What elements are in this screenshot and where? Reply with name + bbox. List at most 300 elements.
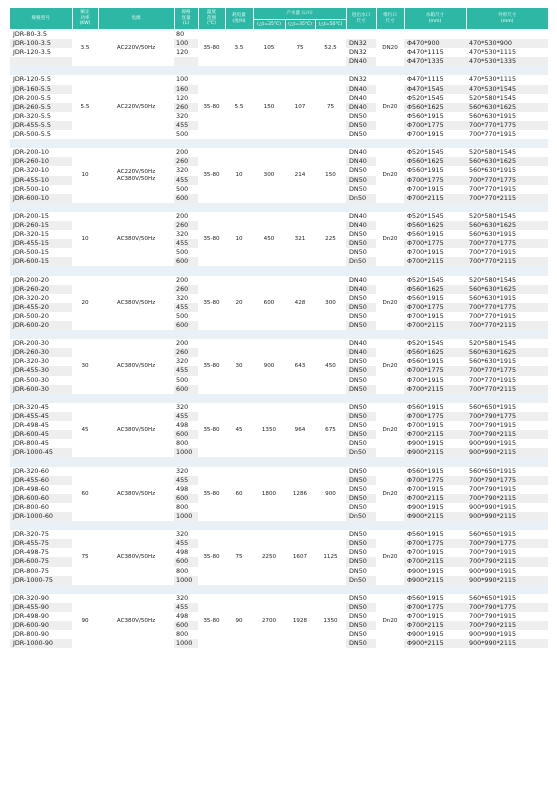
power-cell: 90 (72, 594, 98, 649)
model-cell: JDR-455-45 (10, 412, 72, 421)
outer-size-cell: 470*530*1115 (466, 75, 548, 84)
output-50-cell: 675 (315, 403, 346, 458)
drain-cell: Dn20 (376, 212, 404, 267)
tank-size-cell: Φ560*1915 (404, 112, 466, 121)
model-cell: JDR-500-20 (10, 312, 72, 321)
inlet-cell: DN50 (346, 539, 376, 548)
inlet-cell: DN50 (346, 530, 376, 539)
capacity-cell: 498 (174, 548, 198, 557)
output-35-cell: 1607 (285, 530, 315, 585)
capacity-cell: 600 (174, 430, 198, 439)
model-cell: JDR-800-90 (10, 630, 72, 639)
capacity-cell: 200 (174, 148, 198, 157)
model-cell: JDR-200-30 (10, 339, 72, 348)
model-cell: JDR-600-60 (10, 494, 72, 503)
model-cell: JDR-320-90 (10, 594, 72, 603)
capacity-cell: 200 (174, 212, 198, 221)
tank-size-cell: Φ520*1545 (404, 276, 466, 285)
tank-size-cell: Φ560*1915 (404, 357, 466, 366)
inlet-cell: DN40 (346, 157, 376, 166)
consumption-cell: 45 (225, 403, 253, 458)
output-25-cell: 150 (253, 75, 285, 139)
table-row (10, 467, 548, 476)
tank-size-cell: Φ700*1775 (404, 121, 466, 130)
model-cell: JDR-1000-60 (10, 512, 72, 521)
tank-size-cell: Φ700*1775 (404, 366, 466, 375)
temp-cell: 35-80 (198, 467, 225, 522)
output-25-cell: 2250 (253, 530, 285, 585)
tank-size-cell: Φ560*1915 (404, 230, 466, 239)
table-row (10, 530, 548, 539)
tank-size-cell: Φ700*2115 (404, 430, 466, 439)
capacity-cell: 1000 (174, 512, 198, 521)
inlet-cell: DN50 (346, 476, 376, 485)
outer-size-cell: 700*790*2115 (466, 557, 548, 566)
tank-size-cell: Φ700*2115 (404, 321, 466, 330)
drain-cell: Dn20 (376, 339, 404, 394)
table-row (10, 30, 548, 40)
outer-size-cell: 560*630*1625 (466, 221, 548, 230)
inlet-cell: DN40 (346, 276, 376, 285)
inlet-cell: Dn50 (346, 448, 376, 457)
drain-cell: Dn20 (376, 148, 404, 203)
outer-size-cell: 560*630*1915 (466, 294, 548, 303)
inlet-cell: DN50 (346, 639, 376, 648)
inlet-cell: DN50 (346, 239, 376, 248)
inlet-cell: DN50 (346, 439, 376, 448)
capacity-cell: 600 (174, 385, 198, 394)
header-inlet: 进出水口 尺寸 (346, 8, 376, 30)
supply-cell: AC380V/50Hz (98, 530, 174, 585)
table-body (10, 30, 548, 649)
output-50-cell: 1125 (315, 530, 346, 585)
output-35-cell: 107 (285, 75, 315, 139)
capacity-cell: 455 (174, 239, 198, 248)
tank-size-cell: Φ900*1915 (404, 567, 466, 576)
separator-cell (10, 266, 548, 275)
tank-size-cell: Φ700*1915 (404, 376, 466, 385)
header-output-label: 产水量 (286, 10, 301, 16)
spec-table (10, 8, 548, 648)
output-50-cell: 300 (315, 276, 346, 331)
power-cell: 60 (72, 467, 98, 522)
supply-cell: AC380V/50Hz (98, 339, 174, 394)
outer-size-cell: 560*650*1915 (466, 467, 548, 476)
outer-size-cell: 900*990*2115 (466, 639, 548, 648)
temp-cell: 35-80 (198, 276, 225, 331)
inlet-cell: DN50 (346, 185, 376, 194)
capacity-cell: 200 (174, 339, 198, 348)
tank-size-cell: Φ560*1915 (404, 166, 466, 175)
model-cell: JDR-600-45 (10, 430, 72, 439)
tank-size-cell: Φ900*2115 (404, 576, 466, 585)
output-35-cell: 964 (285, 403, 315, 458)
capacity-cell: 260 (174, 285, 198, 294)
inlet-cell: DN50 (346, 467, 376, 476)
inlet-cell: DN32 (346, 75, 376, 84)
drain-cell: DN20 (376, 30, 404, 67)
inlet-cell: DN50 (346, 130, 376, 139)
model-cell: JDR-500-30 (10, 376, 72, 385)
output-25-cell: 1350 (253, 403, 285, 458)
output-35-cell: 1928 (285, 594, 315, 649)
temp-cell: 35-80 (198, 75, 225, 139)
tank-size-cell: Φ470*1545 (404, 85, 466, 94)
header-out-50: (△t=50℃) (315, 20, 346, 30)
table-row (10, 403, 548, 412)
inlet-cell: DN40 (346, 85, 376, 94)
tank-size-cell: Φ700*1915 (404, 612, 466, 621)
model-cell: JDR-320-15 (10, 230, 72, 239)
consumption-cell: 20 (225, 276, 253, 331)
model-cell: JDR-455-5.5 (10, 121, 72, 130)
power-cell: 45 (72, 403, 98, 458)
outer-size-cell: 470*530*900 (466, 39, 548, 48)
model-cell: JDR-260-5.5 (10, 103, 72, 112)
drain-cell: Dn20 (376, 467, 404, 522)
tank-size-cell: Φ560*1915 (404, 594, 466, 603)
group-separator (10, 66, 548, 75)
outer-size-cell: 560*630*1625 (466, 157, 548, 166)
tank-size-cell: Φ700*1915 (404, 421, 466, 430)
outer-size-cell: 900*990*1915 (466, 630, 548, 639)
model-cell: JDR-800-45 (10, 439, 72, 448)
inlet-cell: DN40 (346, 94, 376, 103)
supply-cell: AC380V/50Hz (98, 594, 174, 649)
inlet-cell: DN50 (346, 366, 376, 375)
model-cell: JDR-455-15 (10, 239, 72, 248)
inlet-cell: DN40 (346, 57, 376, 66)
consumption-cell: 10 (225, 212, 253, 267)
drain-cell: Dn20 (376, 276, 404, 331)
outer-size-cell: 700*790*2115 (466, 621, 548, 630)
tank-size-cell: Φ700*1775 (404, 176, 466, 185)
capacity-cell: 120 (174, 94, 198, 103)
tank-size-cell: Φ700*1775 (404, 412, 466, 421)
consumption-cell: 90 (225, 594, 253, 649)
outer-size-cell: 700*790*1915 (466, 548, 548, 557)
output-35-cell: 643 (285, 339, 315, 394)
power-cell: 10 (72, 148, 98, 203)
capacity-cell: 1000 (174, 576, 198, 585)
inlet-cell: DN50 (346, 403, 376, 412)
inlet-cell: DN50 (346, 557, 376, 566)
outer-size-cell: 700*770*2115 (466, 321, 548, 330)
capacity-cell: 600 (174, 557, 198, 566)
inlet-cell: DN50 (346, 594, 376, 603)
outer-size-cell: 470*530*1545 (466, 85, 548, 94)
inlet-cell: Dn50 (346, 194, 376, 203)
output-50-cell: 225 (315, 212, 346, 267)
capacity-cell: 320 (174, 594, 198, 603)
tank-size-cell: Φ900*1915 (404, 503, 466, 512)
outer-size-cell: 520*580*1545 (466, 94, 548, 103)
power-cell: 30 (72, 339, 98, 394)
inlet-cell: DN32 (346, 39, 376, 48)
output-25-cell: 105 (253, 30, 285, 67)
inlet-cell: DN32 (346, 48, 376, 57)
tank-size-cell: Φ520*1545 (404, 148, 466, 157)
tank-size-cell: Φ560*1625 (404, 221, 466, 230)
outer-size-cell: 560*630*1915 (466, 112, 548, 121)
tank-size-cell: Φ700*2115 (404, 194, 466, 203)
capacity-cell: 600 (174, 621, 198, 630)
temp-cell: 35-80 (198, 530, 225, 585)
capacity-cell: 600 (174, 494, 198, 503)
supply-cell: AC380V/50Hz (98, 276, 174, 331)
model-cell: JDR-260-15 (10, 221, 72, 230)
model-cell: JDR-455-60 (10, 476, 72, 485)
output-25-cell: 1800 (253, 467, 285, 522)
tank-size-cell: Φ700*2115 (404, 621, 466, 630)
table-row (10, 212, 548, 221)
outer-size-cell: 700*790*1915 (466, 421, 548, 430)
outer-size-cell: 700*770*1775 (466, 366, 548, 375)
outer-size-cell: 700*770*2115 (466, 257, 548, 266)
supply-cell: AC220V/50Hz (98, 75, 174, 139)
outer-size-cell: 700*790*1775 (466, 412, 548, 421)
capacity-cell: 160 (174, 85, 198, 94)
header-supply: 电源 (98, 8, 174, 30)
outer-size-cell: 700*770*1915 (466, 130, 548, 139)
inlet-cell: DN50 (346, 567, 376, 576)
outer-size-cell: 700*790*1775 (466, 476, 548, 485)
outer-size-cell: 700*770*1915 (466, 185, 548, 194)
power-cell: 20 (72, 276, 98, 331)
model-cell: JDR-498-60 (10, 485, 72, 494)
tank-size-cell: Φ470*1335 (404, 57, 466, 66)
separator-cell (10, 330, 548, 339)
output-35-cell: 321 (285, 212, 315, 267)
model-cell: JDR-120-3.5 (10, 48, 72, 57)
outer-size-cell: 700*770*1915 (466, 248, 548, 257)
tank-size-cell: Φ560*1915 (404, 467, 466, 476)
group-separator (10, 457, 548, 466)
model-cell: JDR-498-45 (10, 421, 72, 430)
inlet-cell: DN50 (346, 612, 376, 621)
capacity-cell: 500 (174, 312, 198, 321)
outer-size-cell: 560*630*1915 (466, 357, 548, 366)
outer-size-cell: 900*990*1915 (466, 439, 548, 448)
outer-size-cell: 700*770*1775 (466, 121, 548, 130)
capacity-cell: 320 (174, 467, 198, 476)
outer-size-cell: 560*630*1915 (466, 166, 548, 175)
capacity-cell: 455 (174, 366, 198, 375)
model-cell: JDR-120-5.5 (10, 75, 72, 84)
temp-cell: 35-80 (198, 30, 225, 67)
outer-size-cell: 700*770*1915 (466, 312, 548, 321)
capacity-cell: 80 (174, 30, 198, 40)
capacity-cell: 800 (174, 567, 198, 576)
header-power: 额定 功率 (KW) (72, 8, 98, 30)
capacity-cell: 500 (174, 185, 198, 194)
tank-size-cell: Φ700*2115 (404, 494, 466, 503)
capacity-cell: 600 (174, 257, 198, 266)
output-50-cell: 1350 (315, 594, 346, 649)
group-separator (10, 394, 548, 403)
capacity-cell: 320 (174, 403, 198, 412)
model-cell: JDR-1000-90 (10, 639, 72, 648)
model-cell: JDR-800-60 (10, 503, 72, 512)
temp-cell: 35-80 (198, 339, 225, 394)
tank-size-cell: Φ700*1915 (404, 248, 466, 257)
separator-cell (10, 521, 548, 530)
tank-size-cell: Φ560*1625 (404, 157, 466, 166)
group-separator (10, 585, 548, 594)
model-cell: JDR-200-10 (10, 148, 72, 157)
model-cell: JDR-498-75 (10, 548, 72, 557)
model-cell: JDR-500-5.5 (10, 130, 72, 139)
header-temp: 温度 范围 (℃) (198, 8, 225, 30)
model-cell: JDR-260-20 (10, 285, 72, 294)
table-row (10, 148, 548, 157)
inlet-cell: DN40 (346, 212, 376, 221)
model-cell (10, 57, 72, 66)
separator-cell (10, 66, 548, 75)
inlet-cell: DN50 (346, 357, 376, 366)
capacity-cell: 1000 (174, 448, 198, 457)
output-50-cell: 150 (315, 148, 346, 203)
tank-size-cell: Φ560*1915 (404, 403, 466, 412)
outer-size-cell: 700*790*1775 (466, 539, 548, 548)
capacity-cell: 500 (174, 130, 198, 139)
header-output-group (253, 8, 346, 20)
capacity-cell: 100 (174, 75, 198, 84)
supply-cell: AC220V/50Hz (98, 30, 174, 67)
output-50-cell: 450 (315, 339, 346, 394)
inlet-cell: DN50 (346, 412, 376, 421)
outer-size-cell: 700*770*1775 (466, 239, 548, 248)
inlet-cell: DN50 (346, 112, 376, 121)
tank-size-cell: Φ700*1775 (404, 476, 466, 485)
tank-size-cell (404, 30, 466, 40)
supply-cell: AC380V/50Hz (98, 403, 174, 458)
tank-size-cell: Φ520*1545 (404, 94, 466, 103)
capacity-cell: 500 (174, 376, 198, 385)
capacity-cell: 498 (174, 612, 198, 621)
capacity-cell: 455 (174, 176, 198, 185)
capacity-cell: 100 (174, 39, 198, 48)
inlet-cell: DN50 (346, 303, 376, 312)
outer-size-cell: 520*580*1545 (466, 148, 548, 157)
model-cell: JDR-1000-45 (10, 448, 72, 457)
model-cell: JDR-1000-75 (10, 576, 72, 585)
capacity-cell: 320 (174, 230, 198, 239)
inlet-cell: Dn50 (346, 512, 376, 521)
capacity-cell: 320 (174, 357, 198, 366)
outer-size-cell: 560*650*1915 (466, 530, 548, 539)
header-capacity: 规格 容量 (L) (174, 8, 198, 30)
outer-size-cell: 470*530*1335 (466, 57, 548, 66)
tank-size-cell: Φ700*1775 (404, 603, 466, 612)
tank-size-cell: Φ560*1625 (404, 285, 466, 294)
output-50-cell: 900 (315, 467, 346, 522)
supply-cell: AC220V/50Hz AC380V/50Hz (98, 148, 174, 203)
capacity-cell: 320 (174, 530, 198, 539)
capacity-cell: 455 (174, 121, 198, 130)
model-cell: JDR-320-75 (10, 530, 72, 539)
outer-size-cell: 520*580*1545 (466, 212, 548, 221)
tank-size-cell: Φ700*1915 (404, 185, 466, 194)
tank-size-cell: Φ700*1775 (404, 539, 466, 548)
capacity-cell: 800 (174, 630, 198, 639)
output-25-cell: 600 (253, 276, 285, 331)
outer-size-cell: 560*630*1915 (466, 230, 548, 239)
outer-size-cell: 900*990*1915 (466, 503, 548, 512)
output-25-cell: 450 (253, 212, 285, 267)
tank-size-cell: Φ700*1915 (404, 548, 466, 557)
tank-size-cell: Φ470*1115 (404, 75, 466, 84)
output-35-cell: 75 (285, 30, 315, 67)
model-cell: JDR-500-15 (10, 248, 72, 257)
table-row (10, 276, 548, 285)
model-cell: JDR-600-90 (10, 621, 72, 630)
model-cell: JDR-80-3.5 (10, 30, 72, 40)
inlet-cell: DN50 (346, 630, 376, 639)
inlet-cell: DN50 (346, 503, 376, 512)
capacity-cell: 455 (174, 539, 198, 548)
outer-size-cell: 560*630*1625 (466, 285, 548, 294)
power-cell: 5.5 (72, 75, 98, 139)
separator-cell (10, 585, 548, 594)
model-cell: JDR-320-60 (10, 467, 72, 476)
model-cell: JDR-260-30 (10, 348, 72, 357)
model-cell: JDR-800-75 (10, 567, 72, 576)
inlet-cell: Dn50 (346, 257, 376, 266)
table-row (10, 594, 548, 603)
tank-size-cell: Φ900*1915 (404, 630, 466, 639)
model-cell: JDR-320-5.5 (10, 112, 72, 121)
model-cell: JDR-500-10 (10, 185, 72, 194)
table-row (10, 339, 548, 348)
tank-size-cell: Φ700*1915 (404, 312, 466, 321)
model-cell: JDR-100-3.5 (10, 39, 72, 48)
inlet-cell: DN50 (346, 376, 376, 385)
tank-size-cell: Φ520*1545 (404, 339, 466, 348)
temp-cell: 35-80 (198, 403, 225, 458)
drain-cell: Dn20 (376, 594, 404, 649)
model-cell: JDR-320-10 (10, 166, 72, 175)
inlet-cell: DN50 (346, 321, 376, 330)
group-separator (10, 330, 548, 339)
capacity-cell: 260 (174, 103, 198, 112)
inlet-cell: DN40 (346, 348, 376, 357)
tank-size-cell: Φ520*1545 (404, 212, 466, 221)
capacity-cell: 455 (174, 476, 198, 485)
inlet-cell: DN50 (346, 176, 376, 185)
consumption-cell: 5.5 (225, 75, 253, 139)
tank-size-cell: Φ560*1915 (404, 294, 466, 303)
power-cell: 3.5 (72, 30, 98, 67)
model-cell: JDR-600-20 (10, 321, 72, 330)
capacity-cell: 455 (174, 303, 198, 312)
inlet-cell: DN50 (346, 485, 376, 494)
tank-size-cell: Φ700*1775 (404, 303, 466, 312)
temp-cell: 35-80 (198, 594, 225, 649)
group-separator (10, 521, 548, 530)
outer-size-cell: 900*990*2115 (466, 576, 548, 585)
inlet-cell: DN40 (346, 148, 376, 157)
group-separator (10, 203, 548, 212)
model-cell: JDR-600-15 (10, 257, 72, 266)
outer-size-cell: 520*580*1545 (466, 276, 548, 285)
output-50-cell: 52.5 (315, 30, 346, 67)
drain-cell: Dn20 (376, 403, 404, 458)
outer-size-cell: 560*630*1625 (466, 103, 548, 112)
model-cell: JDR-455-90 (10, 603, 72, 612)
tank-size-cell: Φ560*1625 (404, 348, 466, 357)
output-35-cell: 214 (285, 148, 315, 203)
